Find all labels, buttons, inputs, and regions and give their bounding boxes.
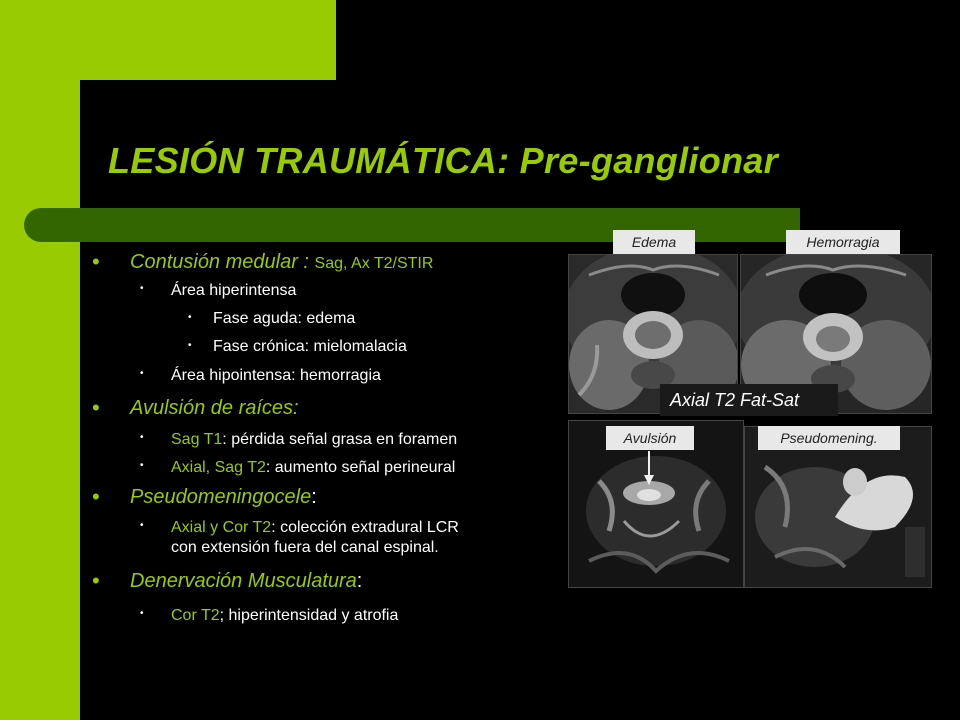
bullet-label: Fase crónica: mielomalacia (213, 338, 407, 355)
bullet-label: Fase aguda: edema (213, 310, 356, 327)
green-left-band (0, 0, 80, 720)
bullet-icon: • (92, 568, 100, 593)
bullet-suffix: : (311, 486, 317, 508)
bullet-label-line2: con extensión fuera del canal espinal. (171, 539, 439, 556)
label-pseudomeningocele: Pseudomening. (758, 426, 900, 450)
bullet-icon: • (140, 520, 144, 531)
slide-title: LESIÓN TRAUMÁTICA: Pre-ganglionar (108, 140, 778, 181)
bullet-label: Área hipointensa: hemorragia (171, 367, 381, 384)
bullet-icon: • (92, 249, 100, 274)
sequence-highlight: Sag T1 (171, 431, 223, 448)
bullet-icon: • (92, 484, 100, 509)
sequence-highlight: Axial, Sag T2 (171, 459, 266, 476)
label-edema: Edema (613, 230, 695, 254)
label-avulsion: Avulsión (606, 426, 694, 450)
sequence-highlight: Cor T2 (171, 607, 220, 624)
bullet-icon: • (140, 368, 144, 379)
bullet-icon: • (188, 312, 192, 323)
bullet-label: Contusión medular : (130, 251, 315, 273)
bullet-icon: • (92, 395, 100, 420)
bullet-label: Avulsión de raíces: (130, 397, 299, 419)
bullet-label: : colección extradural LCR (271, 519, 459, 536)
bullet-icon: • (140, 460, 144, 471)
bullet-label: Área hiperintensa (171, 282, 297, 299)
mri-pseudomeningocele-image (744, 426, 932, 588)
bullet-label: ; hiperintensidad y atrofia (219, 607, 399, 624)
bullet-icon: • (140, 608, 144, 619)
bullet-label: Denervación Musculatura (130, 570, 357, 592)
sequence-highlight: Axial y Cor T2 (171, 519, 272, 536)
green-top-band (0, 0, 336, 80)
bullet-detail: Sag, Ax T2/STIR (314, 255, 434, 272)
bullet-label: : aumento señal perineural (265, 459, 456, 476)
bullet-icon: • (140, 432, 144, 443)
label-axial-t2-fat-sat: Axial T2 Fat-Sat (660, 384, 838, 416)
bullet-icon: • (140, 283, 144, 294)
bullet-label: : pérdida señal grasa en foramen (222, 431, 458, 448)
bullet-suffix: : (356, 570, 363, 592)
bullet-icon: • (188, 340, 192, 351)
bullet-label: Pseudomeningocele (130, 486, 312, 508)
label-hemorragia: Hemorragia (786, 230, 900, 254)
